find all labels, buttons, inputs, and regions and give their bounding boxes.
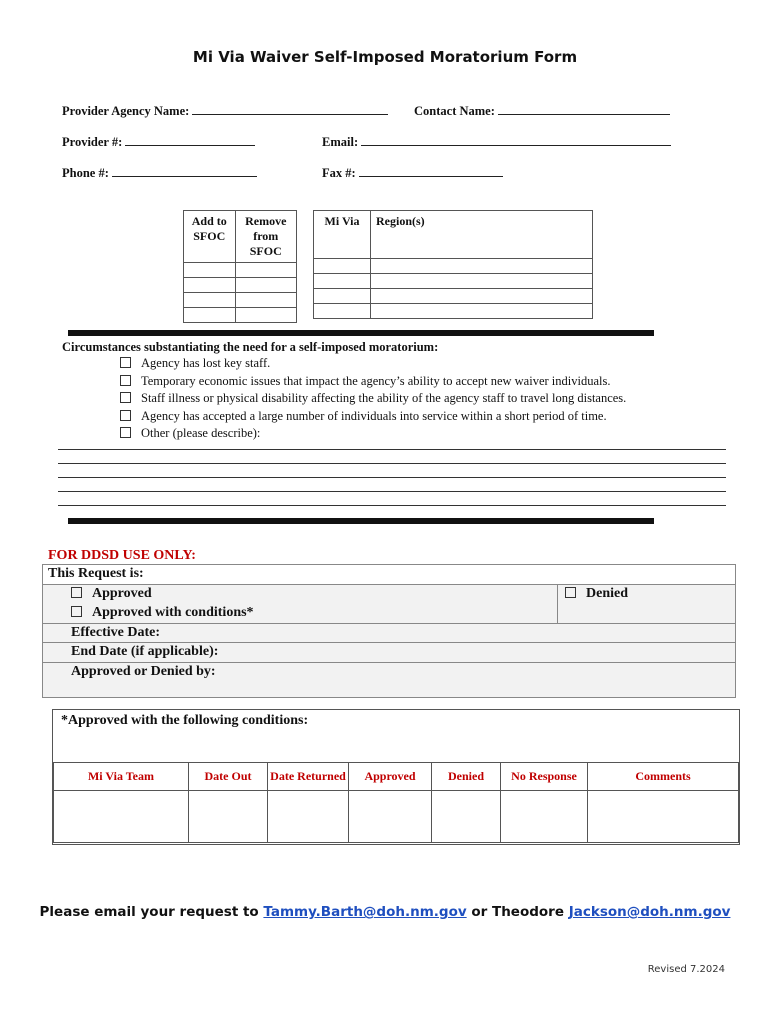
contact-name-field[interactable] [414, 103, 670, 119]
table-cell[interactable] [371, 259, 593, 274]
request-is-label: This Request is: [48, 566, 144, 581]
approved-label: Approved [92, 585, 152, 601]
checkbox-icon[interactable] [120, 375, 131, 386]
table-cell[interactable] [184, 278, 236, 293]
table-cell[interactable] [235, 293, 296, 308]
list-item[interactable] [120, 356, 626, 374]
table-cell[interactable] [314, 274, 371, 289]
email-link-theodore[interactable]: Jackson@doh.nm.gov [568, 904, 731, 920]
column-header: Approved [349, 763, 432, 791]
checkbox-icon[interactable] [120, 392, 131, 403]
decision-row [43, 585, 735, 624]
sfoc-table [183, 210, 297, 323]
list-item-label: Agency has accepted a large number of individuals into service within a short period of time. [141, 408, 607, 423]
checkbox-icon[interactable] [120, 410, 131, 421]
list-item[interactable] [120, 374, 626, 392]
phone-field[interactable] [62, 165, 257, 181]
approved-by-label: Approved or Denied by: [71, 663, 216, 679]
table-cell[interactable] [235, 308, 296, 323]
list-item-label: Staff illness or physical disability affecting the ability of the agency staff to travel long distances. [141, 391, 627, 405]
request-row [43, 565, 735, 585]
writing-line[interactable] [58, 491, 726, 492]
column-header: Date Returned [268, 763, 349, 791]
effective-date-row[interactable] [43, 624, 735, 644]
table-cell[interactable] [235, 263, 296, 278]
add-to-sfoc-header: Add to SFOC [184, 211, 236, 263]
list-item[interactable] [120, 391, 626, 409]
denied-option[interactable] [565, 586, 628, 602]
effective-date-label: Effective Date: [71, 624, 161, 640]
phone-line[interactable] [112, 165, 257, 177]
email-label: Email: [322, 135, 359, 149]
approved-conditions-label: Approved with conditions* [92, 604, 254, 620]
table-cell[interactable] [314, 304, 371, 319]
regions-header: Region(s) [371, 211, 593, 259]
contact-name-label: Contact Name: [414, 104, 495, 118]
checkbox-icon[interactable] [120, 427, 131, 438]
table-cell[interactable] [184, 293, 236, 308]
email-middle: or Theodore [471, 904, 564, 920]
list-item[interactable] [120, 409, 626, 427]
list-item[interactable] [120, 426, 626, 444]
end-date-label: End Date (if applicable): [71, 644, 219, 659]
circumstances-list [120, 356, 626, 444]
fax-label: Fax #: [322, 166, 356, 180]
writing-line[interactable] [58, 477, 726, 478]
list-item-label: Other (please describe): [141, 426, 261, 440]
table-cell[interactable] [54, 791, 189, 843]
checkbox-icon[interactable] [565, 587, 576, 598]
table-cell[interactable] [184, 308, 236, 323]
column-header: Mi Via Team [54, 763, 189, 791]
ddsd-heading: FOR DDSD USE ONLY: [48, 548, 196, 563]
conditions-box [52, 709, 740, 845]
provider-agency-name-line[interactable] [192, 103, 388, 115]
conditions-table [53, 762, 739, 843]
approved-conditions-option[interactable] [71, 605, 254, 621]
remove-from-sfoc-header: Remove from SFOC [235, 211, 296, 263]
column-header: No Response [501, 763, 588, 791]
provider-number-label: Provider #: [62, 135, 123, 149]
table-cell[interactable] [268, 791, 349, 843]
mi-via-header: Mi Via [314, 211, 371, 259]
table-cell[interactable] [314, 289, 371, 304]
table-cell[interactable] [235, 278, 296, 293]
circumstances-heading: Circumstances substantiating the need for a self-imposed moratorium: [62, 340, 439, 354]
email-link-tammy[interactable]: Tammy.Barth@doh.nm.gov [263, 904, 467, 920]
email-instructions [0, 904, 770, 920]
table-cell[interactable] [349, 791, 432, 843]
writing-line[interactable] [58, 449, 726, 450]
list-item-label: Agency has lost key staff. [141, 356, 271, 370]
table-cell[interactable] [432, 791, 501, 843]
column-header: Denied [432, 763, 501, 791]
checkbox-icon[interactable] [120, 357, 131, 368]
table-cell[interactable] [371, 274, 593, 289]
checkbox-icon[interactable] [71, 587, 82, 598]
email-field[interactable] [322, 134, 671, 150]
fax-line[interactable] [359, 165, 503, 177]
region-table [313, 210, 593, 319]
end-date-row[interactable] [43, 643, 735, 663]
phone-label: Phone #: [62, 166, 109, 180]
writing-line[interactable] [58, 505, 726, 506]
provider-number-field[interactable] [62, 134, 255, 150]
ddsd-box [42, 564, 736, 698]
column-header: Date Out [189, 763, 268, 791]
page-title: Mi Via Waiver Self-Imposed Moratorium Form [192, 48, 578, 66]
provider-agency-name-field[interactable] [62, 103, 388, 119]
table-cell[interactable] [501, 791, 588, 843]
column-divider [557, 585, 558, 623]
approved-option[interactable] [71, 586, 152, 602]
writing-line[interactable] [58, 463, 726, 464]
provider-number-line[interactable] [125, 134, 255, 146]
divider-bar-bottom [68, 518, 654, 524]
conditions-heading: *Approved with the following conditions: [61, 713, 309, 728]
column-header: Comments [588, 763, 739, 791]
provider-agency-name-label: Provider Agency Name: [62, 104, 190, 118]
revised-date: Revised 7.2024 [647, 964, 725, 975]
checkbox-icon[interactable] [71, 606, 82, 617]
email-line[interactable] [361, 134, 671, 146]
email-prefix: Please email your request to [39, 904, 259, 920]
contact-name-line[interactable] [498, 103, 670, 115]
table-cell[interactable] [189, 791, 268, 843]
divider-bar-top [68, 330, 654, 336]
table-cell[interactable] [371, 304, 593, 319]
table-cell[interactable] [371, 289, 593, 304]
denied-label: Denied [586, 585, 628, 601]
table-cell[interactable] [184, 263, 236, 278]
approved-by-row[interactable] [43, 663, 735, 697]
fax-field[interactable] [322, 165, 503, 181]
list-item-label: Temporary economic issues that impact the agency’s ability to accept new waiver individuals. [141, 373, 611, 388]
table-cell[interactable] [588, 791, 739, 843]
table-cell[interactable] [314, 259, 371, 274]
